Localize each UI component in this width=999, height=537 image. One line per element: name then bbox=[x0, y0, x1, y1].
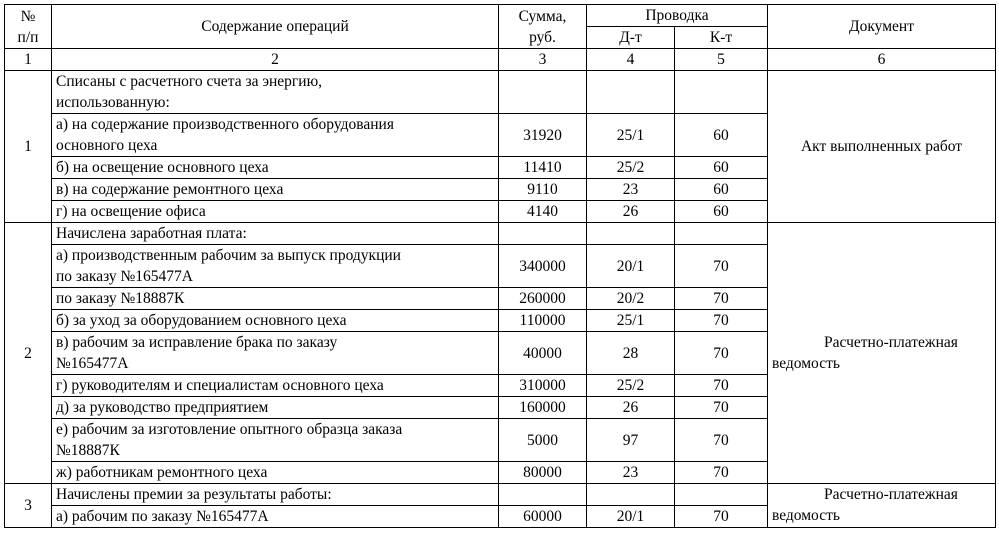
operation-line: Списаны с расчетного счета за энергию, bbox=[56, 73, 323, 90]
debit-cell: 28 bbox=[587, 332, 675, 375]
credit-cell: 60 bbox=[675, 157, 768, 179]
operation-text bbox=[52, 245, 499, 288]
table-row bbox=[5, 71, 996, 114]
operation-line: а) рабочим по заказу №165477А bbox=[56, 508, 269, 525]
debit-cell: 97 bbox=[587, 419, 675, 462]
col-number: 1 bbox=[5, 49, 52, 71]
table-row bbox=[5, 223, 996, 245]
operation-line: е) рабочим за изготовление опытного образца заказа bbox=[56, 421, 403, 438]
sum-cell: 260000 bbox=[499, 288, 587, 310]
operation-line: по заказу №165477А bbox=[56, 268, 194, 285]
credit-cell bbox=[675, 71, 768, 114]
sum-cell: 9110 bbox=[499, 179, 587, 201]
document-name-cont: ведомость bbox=[772, 507, 840, 524]
credit-cell: 70 bbox=[675, 332, 768, 375]
document-name: Расчетно-платежная bbox=[824, 334, 958, 351]
col-number: 4 bbox=[587, 49, 675, 71]
document-cell bbox=[768, 223, 996, 484]
operation-text bbox=[52, 419, 499, 462]
header-num-line2: п/п bbox=[17, 28, 39, 46]
operation-line: основного цеха bbox=[56, 137, 158, 154]
header-posting: Проводка bbox=[587, 5, 768, 27]
sum-cell: 80000 bbox=[499, 462, 587, 484]
document-name-cont: ведомость bbox=[772, 355, 840, 372]
sum-cell: 31920 bbox=[499, 114, 587, 157]
operation-line: г) на освещение офиса bbox=[56, 203, 206, 220]
sum-cell: 110000 bbox=[499, 310, 587, 332]
operation-line: б) на освещение основного цеха bbox=[56, 159, 269, 176]
operation-text bbox=[52, 71, 499, 114]
header-sum-cell bbox=[499, 5, 587, 49]
sum-cell: 60000 bbox=[499, 506, 587, 528]
credit-cell: 70 bbox=[675, 397, 768, 419]
operation-text bbox=[52, 114, 499, 157]
document-name: Акт выполненных работ bbox=[800, 138, 963, 155]
operation-text bbox=[52, 201, 499, 223]
operation-text bbox=[52, 157, 499, 179]
debit-cell bbox=[587, 71, 675, 114]
debit-cell: 26 bbox=[587, 397, 675, 419]
column-numbers-row bbox=[5, 49, 996, 71]
operation-line: д) за руководство предприятием bbox=[56, 399, 269, 416]
sum-cell bbox=[499, 71, 587, 114]
header-credit: К-т bbox=[675, 27, 768, 49]
debit-cell: 20/1 bbox=[587, 506, 675, 528]
credit-cell: 60 bbox=[675, 201, 768, 223]
document-name: Расчетно-платежная bbox=[824, 486, 958, 503]
debit-cell: 25/1 bbox=[587, 114, 675, 157]
header-document: Документ bbox=[768, 5, 996, 49]
header-num-cell bbox=[5, 5, 52, 49]
credit-cell bbox=[675, 484, 768, 506]
col-number: 2 bbox=[52, 49, 499, 71]
sum-cell: 11410 bbox=[499, 157, 587, 179]
credit-cell: 70 bbox=[675, 375, 768, 397]
operation-text bbox=[52, 506, 499, 528]
operation-line: а) производственным рабочим за выпуск продукции bbox=[56, 247, 401, 264]
header-debit: Д-т bbox=[587, 27, 675, 49]
credit-cell: 70 bbox=[675, 462, 768, 484]
debit-cell: 25/2 bbox=[587, 375, 675, 397]
credit-cell: 60 bbox=[675, 179, 768, 201]
table-row bbox=[5, 484, 996, 506]
debit-cell: 25/2 bbox=[587, 157, 675, 179]
operation-text bbox=[52, 288, 499, 310]
operation-text bbox=[52, 223, 499, 245]
sum-cell bbox=[499, 484, 587, 506]
operation-line: б) за уход за оборудованием основного цеха bbox=[56, 312, 347, 329]
row-number: 1 bbox=[5, 71, 52, 223]
operation-line: по заказу №18887К bbox=[56, 290, 185, 307]
operations-table bbox=[4, 4, 996, 528]
operation-line: ж) работникам ремонтного цеха bbox=[56, 464, 268, 481]
col-number: 3 bbox=[499, 49, 587, 71]
document-cell bbox=[768, 484, 996, 528]
document-cell bbox=[768, 71, 996, 223]
operation-line: в) на содержание ремонтного цеха bbox=[56, 181, 284, 198]
operation-line: Начислены премии за результаты работы: bbox=[56, 486, 332, 503]
debit-cell bbox=[587, 484, 675, 506]
header-sum-line2: руб. bbox=[529, 28, 556, 46]
operation-text bbox=[52, 179, 499, 201]
operation-text bbox=[52, 375, 499, 397]
col-number: 5 bbox=[675, 49, 768, 71]
debit-cell: 26 bbox=[587, 201, 675, 223]
operation-line: а) на содержание производственного оборудования bbox=[56, 116, 394, 133]
operation-text bbox=[52, 397, 499, 419]
operation-line: №18887К bbox=[56, 442, 120, 459]
sum-cell: 340000 bbox=[499, 245, 587, 288]
credit-cell: 70 bbox=[675, 506, 768, 528]
debit-cell bbox=[587, 223, 675, 245]
debit-cell: 20/2 bbox=[587, 288, 675, 310]
operation-line: Начислена заработная плата: bbox=[56, 225, 247, 242]
credit-cell: 70 bbox=[675, 288, 768, 310]
credit-cell bbox=[675, 223, 768, 245]
debit-cell: 25/1 bbox=[587, 310, 675, 332]
sum-cell: 310000 bbox=[499, 375, 587, 397]
credit-cell: 70 bbox=[675, 310, 768, 332]
row-number: 2 bbox=[5, 223, 52, 484]
header-sum-line1: Сумма, bbox=[518, 7, 567, 25]
credit-cell: 70 bbox=[675, 245, 768, 288]
row-number: 3 bbox=[5, 484, 52, 528]
sum-cell bbox=[499, 223, 587, 245]
operation-text bbox=[52, 332, 499, 375]
operation-line: г) руководителям и специалистам основного цеха bbox=[56, 377, 384, 394]
sum-cell: 160000 bbox=[499, 397, 587, 419]
header-content: Содержание операций bbox=[52, 5, 499, 49]
debit-cell: 23 bbox=[587, 179, 675, 201]
col-number: 6 bbox=[768, 49, 996, 71]
operation-line: в) рабочим за исправление брака по заказу bbox=[56, 334, 338, 351]
operation-text bbox=[52, 310, 499, 332]
debit-cell: 20/1 bbox=[587, 245, 675, 288]
operation-text bbox=[52, 484, 499, 506]
sum-cell: 40000 bbox=[499, 332, 587, 375]
sum-cell: 5000 bbox=[499, 419, 587, 462]
operation-line: использованную: bbox=[56, 94, 170, 111]
credit-cell: 60 bbox=[675, 114, 768, 157]
operation-text bbox=[52, 462, 499, 484]
credit-cell: 70 bbox=[675, 419, 768, 462]
debit-cell: 23 bbox=[587, 462, 675, 484]
operation-line: №165477А bbox=[56, 355, 129, 372]
header-num-line1: № bbox=[20, 7, 36, 25]
sum-cell: 4140 bbox=[499, 201, 587, 223]
